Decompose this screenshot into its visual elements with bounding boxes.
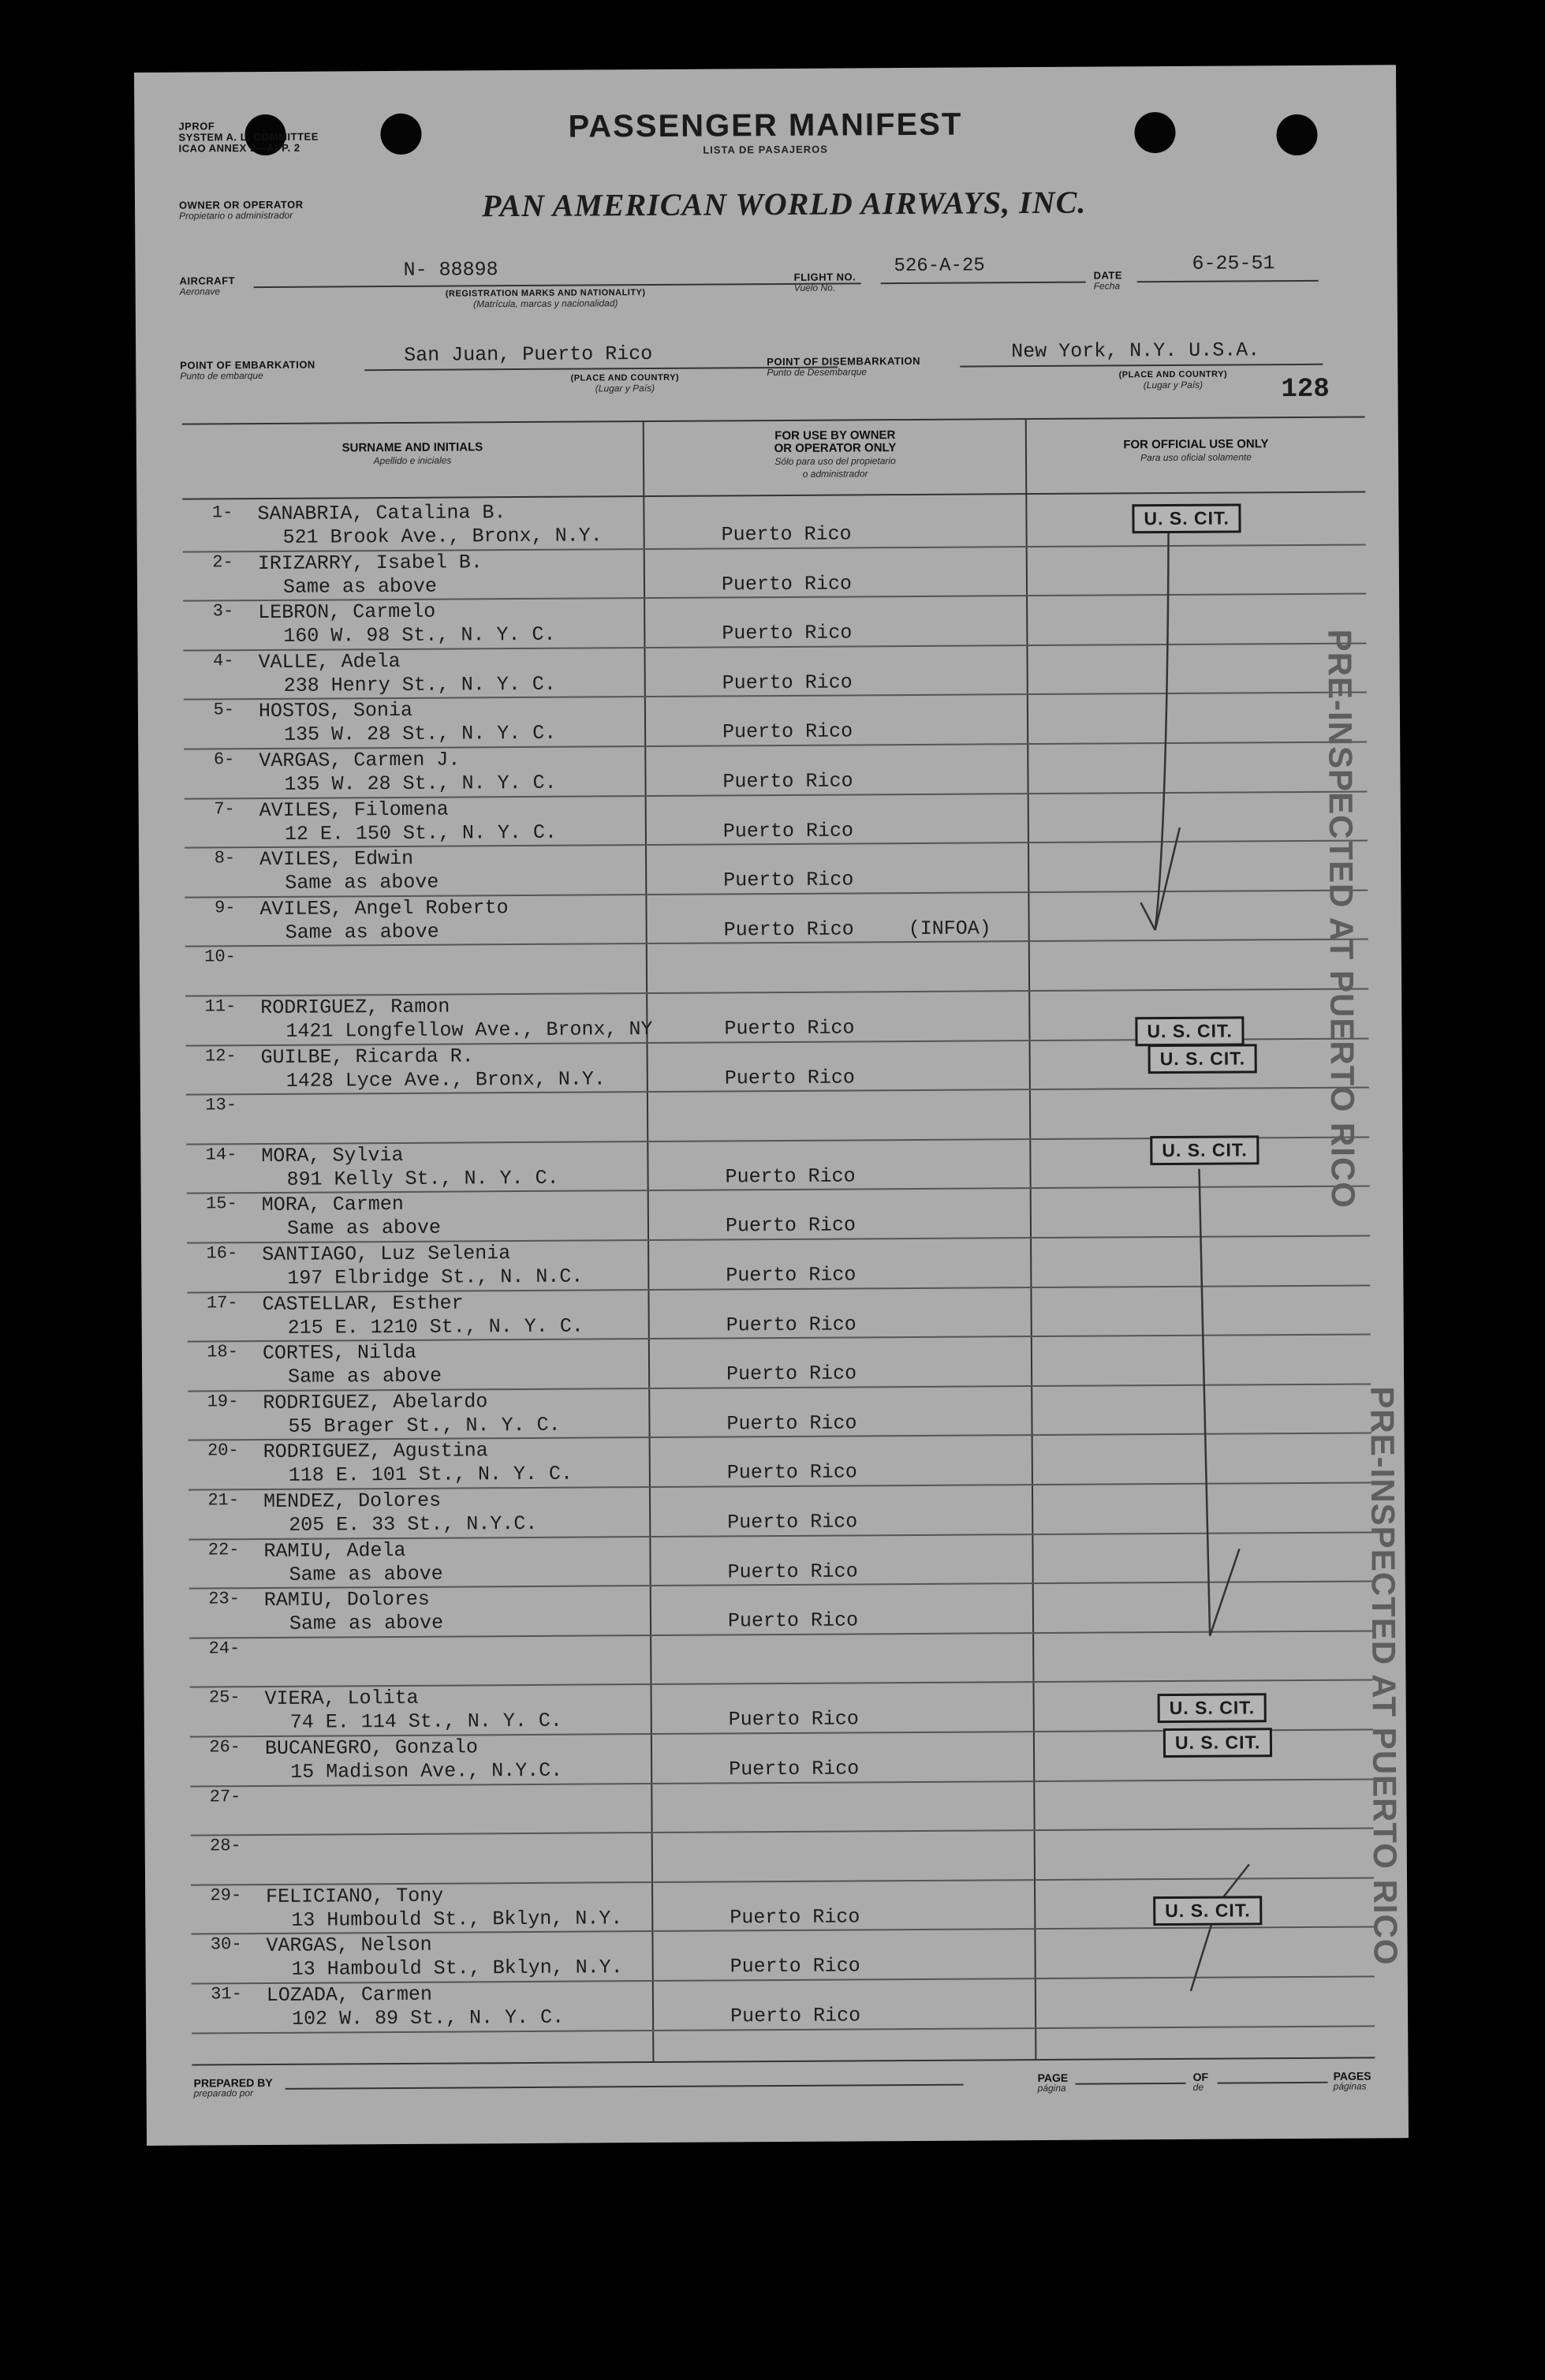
us-citizen-stamp: U. S. CIT. <box>1150 1135 1260 1165</box>
origin-country: Puerto Rico <box>729 1757 860 1781</box>
passenger-name: SANTIAGO, Luz Selenia <box>262 1242 511 1267</box>
passenger-address: 13 Hambould St., Bklyn, N.Y. <box>291 1956 623 1982</box>
us-citizen-stamp: U. S. CIT. <box>1158 1693 1267 1723</box>
origin-country: Puerto Rico <box>727 1608 859 1633</box>
row-number: 13- <box>205 1095 237 1115</box>
origin-country: Puerto Rico <box>726 1313 856 1337</box>
row-number: 29- <box>210 1885 242 1906</box>
passenger-address: 205 E. 33 St., N.Y.C. <box>289 1511 538 1537</box>
date-label: DATE Fecha <box>1093 269 1123 292</box>
us-citizen-stamp: U. S. CIT. <box>1132 503 1241 533</box>
passenger-name: MORA, Sylvia <box>261 1143 404 1168</box>
row-number: 8- <box>214 848 236 869</box>
passenger-address: Same as above <box>285 920 439 944</box>
passenger-name: CORTES, Nilda <box>262 1341 417 1366</box>
row-number: 7- <box>214 798 235 819</box>
passenger-name: HOSTOS, Sonia <box>258 699 413 723</box>
row-number: 25- <box>208 1687 241 1708</box>
passenger-address: Same as above <box>285 870 439 895</box>
row-number: 11- <box>204 996 237 1017</box>
origin-country: Puerto Rico <box>723 917 854 942</box>
row-number: 21- <box>207 1490 240 1511</box>
manifest-sheet <box>134 65 1409 2146</box>
row-number: 15- <box>206 1194 237 1214</box>
pages-label: PAGES páginas <box>1333 2069 1371 2092</box>
passenger-address: 135 W. 28 St., N. Y. C. <box>284 771 557 796</box>
us-citizen-stamp: U. S. CIT. <box>1135 1016 1245 1046</box>
row-number: 14- <box>205 1145 237 1165</box>
column-header-operator: FOR USE BY OWNER OR OPERATOR ONLY Sólo para uso del propietario o administrador <box>774 428 897 480</box>
row-number: 27- <box>209 1786 241 1807</box>
embarkation-value: San Juan, Puerto Rico <box>404 342 653 367</box>
passenger-address: 13 Humbould St., Bklyn, N.Y. <box>291 1907 623 1932</box>
origin-country: Puerto Rico <box>722 769 853 794</box>
row-number: 16- <box>206 1243 238 1264</box>
row-number: 18- <box>207 1342 238 1362</box>
page-number: 128 <box>1281 374 1330 405</box>
row-number: 10- <box>204 947 236 967</box>
origin-country: Puerto Rico <box>722 719 853 744</box>
handwritten-checkmarks <box>134 65 1409 2146</box>
passenger-name: GUILBE, Ricarda R. <box>260 1044 474 1069</box>
aircraft-value: N- 88898 <box>403 258 498 282</box>
origin-country: Puerto Rico <box>722 671 853 695</box>
passenger-name: MENDEZ, Dolores <box>263 1489 442 1514</box>
passenger-address: 74 E. 114 St., N. Y. C. <box>289 1709 562 1735</box>
origin-country: Puerto Rico <box>724 1016 855 1041</box>
pre-inspected-stamp: PRE-INSPECTED AT PUERTO RICO <box>1321 629 1362 1209</box>
row-number: 5- <box>213 700 235 720</box>
passenger-name: BUCANEGRO, Gonzalo <box>264 1735 479 1761</box>
passenger-address: 1421 Longfellow Ave., Bronx, NY <box>285 1018 653 1043</box>
row-number: 2- <box>212 551 233 572</box>
passenger-address: 12 E. 150 St., N. Y. C. <box>284 820 558 846</box>
us-citizen-stamp: U. S. CIT. <box>1163 1728 1273 1758</box>
row-number: 6- <box>213 749 235 770</box>
row-number: 12- <box>204 1045 237 1067</box>
origin-country: Puerto Rico <box>724 1066 855 1090</box>
pre-inspected-stamp: PRE-INSPECTED AT PUERTO RICO <box>1364 1386 1405 1966</box>
passenger-address: Same as above <box>282 574 438 599</box>
origin-country: Puerto Rico <box>727 1560 858 1584</box>
origin-country: Puerto Rico <box>726 1411 857 1436</box>
origin-country: Puerto Rico <box>728 1707 859 1732</box>
row-number: 23- <box>208 1589 240 1609</box>
passenger-address: 118 E. 101 St., N. Y. C. <box>288 1463 573 1488</box>
disembarkation-value: New York, N.Y. U.S.A. <box>1011 338 1260 364</box>
disembarkation-label: POINT OF DISEMBARKATION Punto de Desembarque <box>767 354 920 379</box>
row-number: 28- <box>210 1836 241 1856</box>
owner-label: OWNER OR OPERATOR Propietario o administrador <box>178 198 304 222</box>
row-number: 4- <box>213 651 234 671</box>
passenger-address: 521 Brook Ave., Bronx, N.Y. <box>282 524 603 549</box>
origin-country: Puerto Rico <box>730 1954 860 1978</box>
row-note: (INFOA) <box>908 917 991 940</box>
origin-country: Puerto Rico <box>730 1905 860 1930</box>
row-number: 3- <box>212 601 234 622</box>
origin-country: Puerto Rico <box>727 1510 858 1534</box>
row-number: 22- <box>207 1539 240 1560</box>
origin-country: Puerto Rico <box>722 621 853 645</box>
passenger-name: RODRIGUEZ, Agustina <box>263 1439 488 1464</box>
row-number: 31- <box>211 1984 242 2005</box>
passenger-name: VIERA, Lolita <box>264 1687 419 1711</box>
origin-country: Puerto Rico <box>726 1460 857 1485</box>
origin-country: Puerto Rico <box>721 522 852 547</box>
us-citizen-stamp: U. S. CIT. <box>1153 1896 1263 1926</box>
origin-country: Puerto Rico <box>730 2004 861 2028</box>
aircraft-label: AIRCRAFT Aeronave <box>179 275 236 297</box>
passenger-address: 102 W. 89 St., N. Y. C. <box>291 2005 565 2031</box>
passenger-name: VALLE, Adela <box>258 649 401 674</box>
passenger-address: 197 Elbridge St., N. N.C. <box>287 1265 584 1290</box>
passenger-address: 15 Madison Ave., N.Y.C. <box>290 1758 563 1784</box>
passenger-name: AVILES, Edwin <box>259 847 414 872</box>
passenger-address: Same as above <box>288 1364 442 1389</box>
origin-country: Puerto Rico <box>725 1164 856 1189</box>
passenger-name: MORA, Carmen <box>261 1193 404 1217</box>
passenger-name: LOZADA, Carmen <box>266 1982 433 2008</box>
owner-value: PAN AMERICAN WORLD AIRWAYS, INC. <box>481 184 1087 224</box>
passenger-address: 238 Henry St., N. Y. C. <box>283 672 556 697</box>
date-value: 6-25-51 <box>1192 252 1275 275</box>
origin-country: Puerto Rico <box>726 1263 856 1287</box>
prepared-by-label: PREPARED BY preparado por <box>193 2075 273 2099</box>
passenger-address: 55 Brager St., N. Y. C. <box>288 1413 561 1438</box>
passenger-name: VARGAS, Carmen J. <box>259 748 461 773</box>
passenger-name: FELICIANO, Tony <box>266 1884 444 1908</box>
passenger-name: RODRIGUEZ, Ramon <box>260 995 450 1020</box>
passenger-name: RODRIGUEZ, Abelardo <box>263 1390 488 1414</box>
row-number: 9- <box>214 898 236 918</box>
of-label: OF de <box>1192 2070 1209 2093</box>
passenger-name: AVILES, Angel Roberto <box>259 895 509 921</box>
page-title: PASSENGER MANIFEST <box>568 106 963 144</box>
flight-value: 526-A-25 <box>894 255 985 278</box>
passenger-address: Same as above <box>289 1562 443 1586</box>
origin-country: Puerto Rico <box>723 868 854 892</box>
passenger-name: AVILES, Filomena <box>259 798 449 822</box>
origin-country: Puerto Rico <box>726 1362 857 1386</box>
passenger-address: Same as above <box>286 1216 442 1241</box>
passenger-address: 215 E. 1210 St., N. Y. C. <box>287 1314 584 1339</box>
row-number: 1- <box>211 503 233 523</box>
row-number: 30- <box>210 1934 242 1955</box>
flight-label: FLIGHT NO. Vuelo No. <box>793 271 856 293</box>
embarkation-caption: (PLACE AND COUNTRY) (Lugar y País) <box>570 372 680 394</box>
row-number: 20- <box>207 1440 239 1461</box>
passenger-name: CASTELLAR, Esther <box>262 1291 464 1316</box>
disembarkation-caption: (PLACE AND COUNTRY) (Lugar y País) <box>1118 369 1228 391</box>
page-subtitle: LISTA DE PASAJEROS <box>703 143 828 156</box>
row-number: 24- <box>208 1638 241 1659</box>
passenger-name: VARGAS, Nelson <box>266 1934 432 1958</box>
passenger-name: IRIZARRY, Isabel B. <box>257 550 483 575</box>
row-number: 17- <box>206 1292 238 1313</box>
passenger-address: 1428 Lyce Ave., Bronx, N.Y. <box>285 1067 606 1093</box>
us-citizen-stamp: U. S. CIT. <box>1148 1044 1258 1074</box>
column-header-surname: SURNAME AND INITIALS Apellido e iniciales <box>341 440 483 467</box>
origin-country: Puerto Rico <box>721 572 853 596</box>
row-number: 26- <box>209 1737 241 1758</box>
row-number: 19- <box>207 1392 239 1412</box>
passenger-name: RAMIU, Adela <box>263 1538 406 1563</box>
registration-caption: (REGISTRATION MARKS AND NATIONALITY) (Matrícula, marcas y nacionalidad) <box>445 288 646 310</box>
form-reference: JPROF SYSTEM A. L. COMMITTEE ICAO ANNEX 9—APP. 2 <box>178 120 319 155</box>
embarkation-label: POINT OF EMBARKATION Punto de embarque <box>180 358 315 382</box>
column-header-official: FOR OFFICIAL USE ONLY Para uso oficial solamente <box>1123 437 1269 464</box>
passenger-address: 135 W. 28 St., N. Y. C. <box>284 722 557 747</box>
passenger-address: 160 W. 98 St., N. Y. C. <box>283 622 556 648</box>
origin-country: Puerto Rico <box>725 1213 856 1238</box>
origin-country: Puerto Rico <box>722 819 854 843</box>
passenger-name: LEBRON, Carmelo <box>258 600 436 625</box>
passenger-address: Same as above <box>289 1611 444 1636</box>
passenger-name: RAMIU, Dolores <box>263 1587 430 1612</box>
page-label: PAGE página <box>1037 2071 1069 2094</box>
passenger-address: 891 Kelly St., N. Y. C. <box>286 1166 559 1191</box>
passenger-name: SANABRIA, Catalina B. <box>257 501 506 526</box>
